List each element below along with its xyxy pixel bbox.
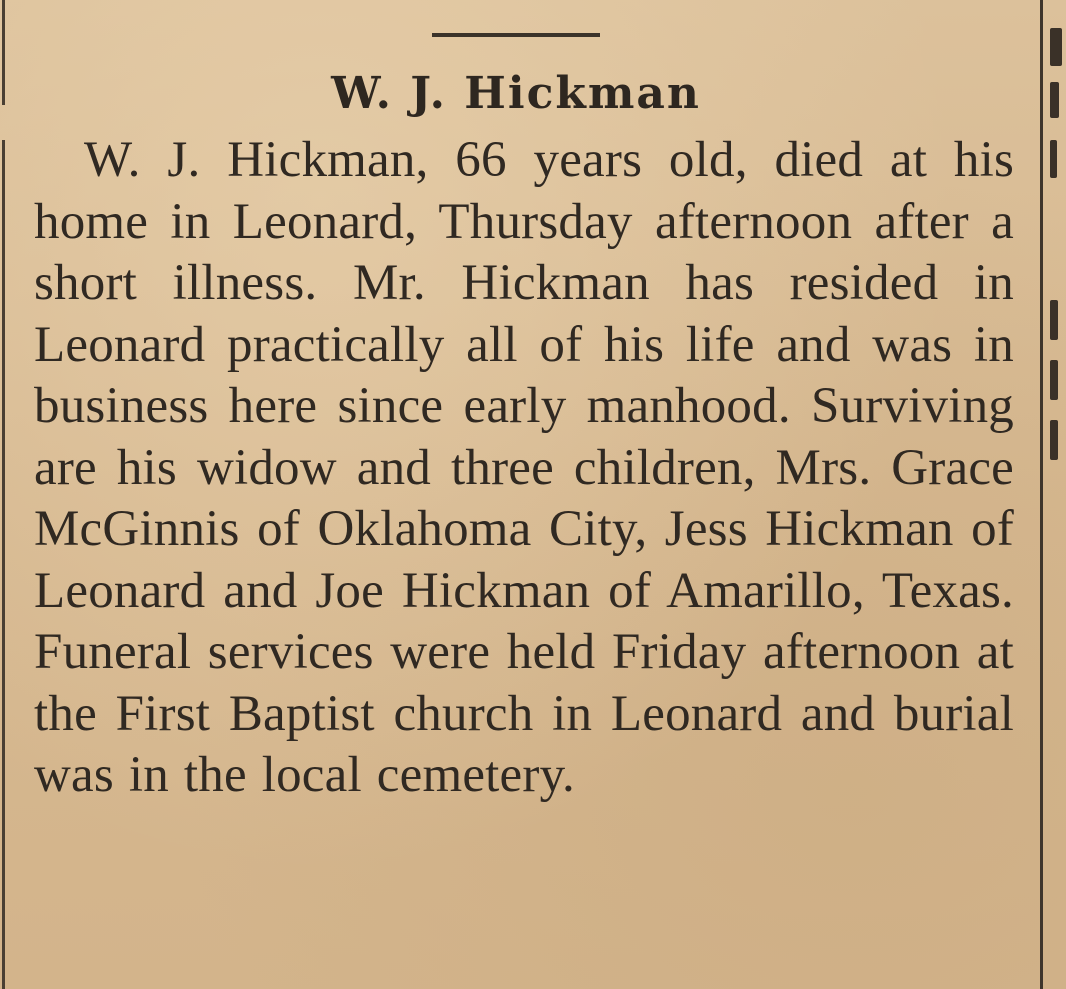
- obituary-headline: W. J. Hickman: [331, 68, 701, 119]
- adjacent-column-fragment: [1050, 82, 1059, 118]
- column-rule-left: [2, 140, 5, 989]
- header-rule: [432, 33, 600, 37]
- adjacent-column-fragment: [1050, 360, 1058, 400]
- adjacent-column-fragment: [1050, 28, 1062, 66]
- adjacent-column-fragment: [1050, 300, 1058, 340]
- adjacent-column-fragment: [1050, 140, 1057, 178]
- adjacent-column-fragment: [1050, 420, 1058, 460]
- column-rule-right: [1040, 0, 1043, 989]
- obituary-body: W. J. Hickman, 66 years old, died at his home in Leonard, Thursday afternoon after a short illness. Mr. Hickman has resided in Leonard practically all of his life and was in business here since early manhood. Surviving are his widow and three children, Mrs. Grace McGinnis of Oklahoma City, Jess Hickman of Leonard and Joe Hickman of Amarillo, Texas. Funeral services were held Friday afternoon at the First Baptist church in Leonard and burial was in the local cemetery.: [34, 132, 1014, 803]
